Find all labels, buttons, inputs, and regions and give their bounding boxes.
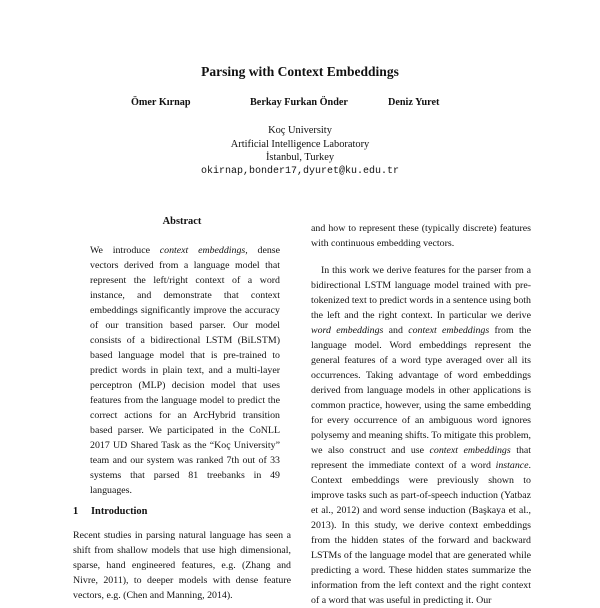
emphasis: context embeddings	[408, 325, 490, 336]
paper-title: Parsing with Context Embeddings	[201, 64, 399, 79]
section-heading	[73, 506, 147, 517]
abstract-heading: Abstract	[162, 216, 202, 227]
section-number: 1	[73, 506, 79, 517]
city: İstanbul, Turkey	[265, 152, 335, 164]
author-name: Ömer Kırnap	[131, 97, 191, 108]
email-addresses: okirnap,bonder17,dyuret@ku.edu.tr	[200, 166, 400, 178]
institution: Koç University	[268, 125, 332, 136]
abstract-text: We introduce context embeddings, dense vectors derived from a language model that represent the left/right context of a word instance, and demonstrate that context embeddings significantly improve the accuracy of our transition based parser. Our model consists of a bidirectional LSTM (BiLSTM) based language model that is pre-trained to predict words in plain text, and a multi-layer perceptron (MLP) decision model that uses features from the language model to predict the correct actions for an ArcHybrid transition based parser. We participated in the CoNLL 2017 UD Shared Task as the “Koç University” team and our system was ranked 7th out of 33 systems that parsed 81 treebanks in 49 languages.	[90, 245, 280, 496]
emphasis: instance	[495, 460, 529, 471]
lab: Artificial Intelligence Laboratory	[230, 138, 370, 150]
affiliation-block	[0, 124, 600, 179]
section-title: Introduction	[91, 506, 148, 517]
emphasis: word embeddings	[311, 325, 384, 336]
emphasis: context embeddings	[429, 445, 511, 456]
author-list	[0, 97, 600, 111]
author-name: Berkay Furkan Önder	[250, 97, 348, 108]
continuation-text: and how to represent these (typically discrete) features with continuous embedding vectors.	[311, 223, 531, 249]
author-name: Deniz Yuret	[388, 97, 440, 108]
body-paragraph: In this work we derive features for the parser from a bidirectional LSTM language model trained with pre-tokenized text to predict words in a sentence using both the left and the right context. In particular we derive word embeddings and context embeddings from the language model. Word embeddings represent the general features of a word type averaged over all its occurrences. Taking advantage of word embeddings derived from language models in other applications is common practice, however, using the same embedding for every occurrence of an ambiguous word ignores polysemy and meaning shifts. To mitigate this problem, we also construct and use context embeddings that represent the immediate context of a word instance. Context embeddings were previously shown to improve tasks such as part-of-speech induction (Yatbaz et al., 2012) and word sense induction (Başkaya et al., 2013). In this study, we derive context embeddings from the hidden states of the forward and backward LSTMs of the language model that are generated while predicting a word. These hidden states summarize the information from the left context and the right context of a word that was useful in predicting it. Our	[311, 265, 532, 606]
emphasis: context embeddings	[159, 245, 246, 256]
intro-paragraph: Recent studies in parsing natural language has seen a shift from shallow models that use high dimensional, sparse, hand engineered features, e.g. (Zhang and Nivre, 2011), to deeper models with dense feature vectors, e.g. (Chen and Manning, 2014).	[73, 530, 291, 601]
